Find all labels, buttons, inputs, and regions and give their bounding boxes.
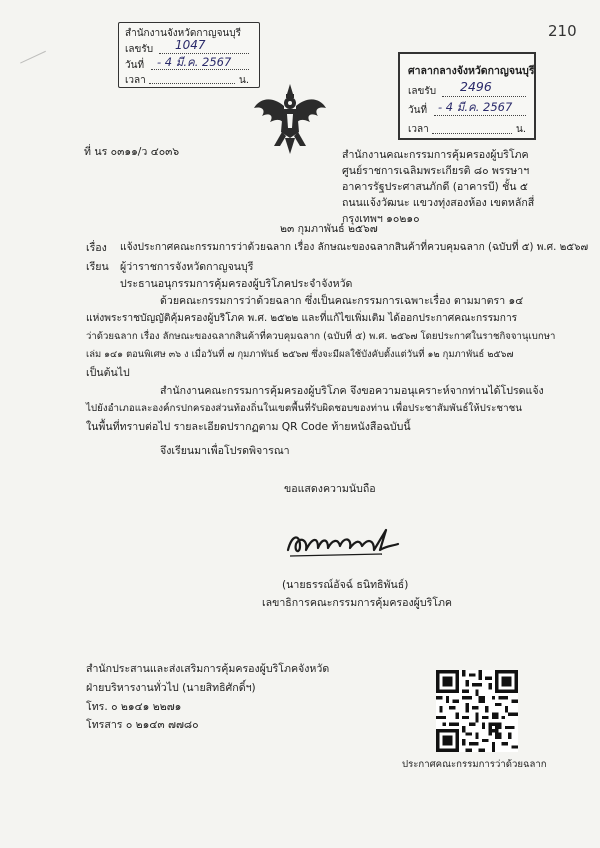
sender-address-line: อาคารรัฐประศาสนภักดี (อาคารบี) ชั้น ๕ [342, 181, 528, 193]
stamp-title: ศาลากลางจังหวัดกาญจนบุรี [408, 65, 535, 77]
stamp-receive-label: เลขรับ [408, 86, 437, 97]
paragraph-line: เล่ม ๑๔๑ ตอนพิเศษ ๓๖ ง เมื่อวันที่ ๗ กุมภาพันธ์ ๒๕๖๗ ซึ่งจะมีผลใช้บังคับตั้งแต่วันที่ ๑๒ กุมภาพันธ์ ๒๕๖๗ [86, 349, 514, 360]
qr-code[interactable] [436, 670, 518, 752]
signatory-name: (นายธรรณ์อัจฉ์ ธนิทธิพันธ์) [282, 579, 409, 591]
sender-address-line: กรุงเทพฯ ๑๐๒๑๐ [342, 213, 420, 225]
sender-address-line: ถนนแจ้งวัฒนะ แขวงทุ่งสองห้อง เขตหลักสี่ [342, 197, 535, 209]
paragraph-line: ว่าด้วยฉลาก เรื่อง ลักษณะของฉลากสินค้าที่ควบคุมฉลาก (ฉบับที่ ๕) พ.ศ. ๒๕๖๗ โดยประกาศในราชกิจจานุเบกษา [86, 331, 556, 342]
stamp-date-label: วันที่ [125, 60, 145, 71]
to-label: เรียน [86, 261, 109, 273]
closing-request: จึงเรียนมาเพื่อโปรดพิจารณา [160, 445, 290, 457]
stamp-date-value: - 4 มี.ค. 2567 [157, 55, 232, 69]
paragraph-line: สำนักงานคณะกรรมการคุ้มครองผู้บริโภค จึงขอความอนุเคราะห์จากท่านได้โปรดแจ้ง [160, 385, 544, 397]
margin-scribble [20, 51, 52, 76]
document-number: ที่ นร ๐๓๑๑/ว ๔๐๓๖ [84, 146, 180, 158]
stamp-time-label: เวลา [125, 75, 146, 86]
footer-contact-line: โทร. ๐ ๒๑๔๑ ๒๒๗๑ [86, 701, 182, 713]
stamp-title: สำนักงานจังหวัดกาญจนบุรี [125, 28, 241, 39]
paragraph-line: ด้วยคณะกรรมการว่าด้วยฉลาก ซึ่งเป็นคณะกรรมการเฉพาะเรื่อง ตามมาตรา ๑๔ [160, 295, 524, 307]
footer-contact-line: ฝ่ายบริหารงานทั่วไป (นายสิทธิศักดิ์ฯ) [86, 682, 256, 694]
stamp-date-value: - 4 มี.ค. 2567 [438, 100, 513, 114]
handwritten-page-number: 210 [548, 22, 577, 40]
signatory-title: เลขาธิการคณะกรรมการคุ้มครองผู้บริโภค [262, 597, 453, 609]
received-stamp-province-office [118, 22, 260, 88]
stamp-time-suffix: น. [516, 124, 527, 135]
stamp-time-suffix: น. [239, 75, 250, 86]
stamp-receive-number: 2496 [460, 79, 492, 94]
stamp-receive-label: เลขรับ [125, 44, 154, 55]
subject-text: แจ้งประกาศคณะกรรมการว่าด้วยฉลาก เรื่อง ลักษณะของฉลากสินค้าที่ควบคุมฉลาก (ฉบับที่ ๕) พ.ศ. ๒๕๖๗ [120, 242, 589, 253]
subject-label: เรื่อง [86, 242, 107, 254]
paragraph-line: ไปยังอำเภอและองค์กรปกครองส่วนท้องถิ่นในเขตพื้นที่รับผิดชอบของท่าน เพื่อประชาสัมพันธ์ให้ประชาชน [86, 403, 522, 414]
sender-address-line: สำนักงานคณะกรรมการคุ้มครองผู้บริโภค [342, 149, 529, 161]
complimentary-close: ขอแสดงความนับถือ [284, 483, 376, 495]
recipient-line: ประธานอนุกรรมการคุ้มครองผู้บริโภคประจำจังหวัด [120, 278, 353, 290]
handwritten-signature [282, 520, 402, 562]
footer-contact-line: โทรสาร ๐ ๒๑๔๓ ๗๗๘๐ [86, 719, 199, 731]
recipient-line: ผู้ว่าราชการจังหวัดกาญจนบุรี [120, 261, 254, 273]
garuda-emblem-icon [252, 82, 328, 156]
stamp-receive-number: 1047 [175, 38, 206, 52]
paragraph-line: ในพื้นที่ทราบต่อไป รายละเอียดปรากฏตาม QR Code ท้ายหนังสือฉบับนี้ [86, 421, 411, 433]
sender-address-line: ศูนย์ราชการเฉลิมพระเกียรติ ๘๐ พรรษาฯ [342, 165, 530, 177]
stamp-date-label: วันที่ [408, 105, 428, 116]
stamp-time-label: เวลา [408, 124, 429, 135]
footer-contact-line: สำนักประสานและส่งเสริมการคุ้มครองผู้บริโภคจังหวัด [86, 663, 330, 675]
paragraph-line: แห่งพระราชบัญญัติคุ้มครองผู้บริโภค พ.ศ. ๒๕๒๒ และที่แก้ไขเพิ่มเติม ได้ออกประกาศคณะกรรมการ [86, 313, 518, 324]
paragraph-line: เป็นต้นไป [86, 367, 130, 379]
qr-caption: ประกาศคณะกรรมการว่าด้วยฉลาก [402, 759, 547, 770]
received-stamp-provincial-hall [398, 52, 536, 140]
letter-date: ๒๓ กุมภาพันธ์ ๒๕๖๗ [280, 223, 378, 235]
